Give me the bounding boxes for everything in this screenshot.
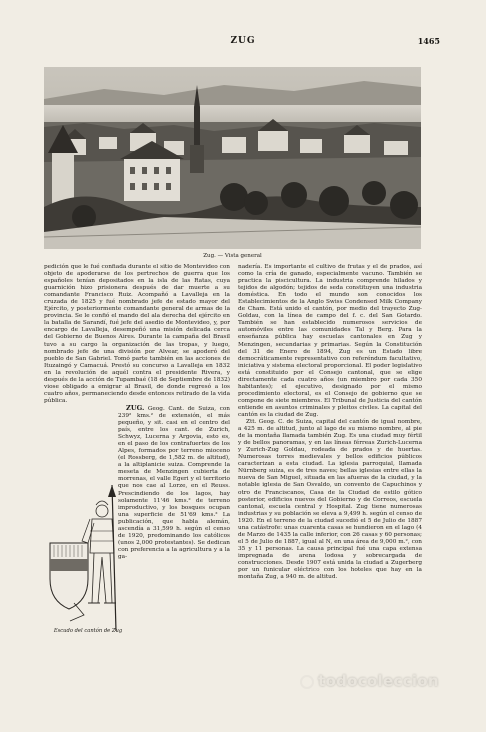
right-para-canton: nadería. Es importante el cultivo de frutas y el de prados, así como la cría de ganado, especialmente vacuno. También se practica la piscicultura. La industria comprende hilados y tejidos de algodón; tejidos de seda constituyen una industria doméstica. En todo el mundo son conocidos los Establecimientos de la Anglo Swiss Condensed Milk Company de Cham. Está unido el cantón, por medio del trayecto Zug-Goldau, con la línea de campo del f. c. del San Gotardo. También se han establecido numerosos servicios de automóviles entre las comunidades Tal y Berg. Para la enseñanza pública hay escuelas cantonales en Zug y Menzingen, secundarias y primarias. Según la Constitución del 31 de Enero de 1894, Zug es un Estado libre democráticamente representativo con referéndum facultativo, iniciativa y sistema electoral proporcional. El poder legislativo está constituido por el Consejo cantonal, que se elige directamente cada cuatro años (un miembro por cada 350 habitantes); el ejecutivo, designado por el mismo procedimiento electoral, es el Consejo de gobierno que se compone de siete miembros. El Tribunal de Justicia del cantón entiende en asuntos criminales y pleitos civiles. La capital del cantón es la ciudad de Zug. bbox=[238, 264, 422, 418]
zug-headword: ZUG. bbox=[126, 403, 145, 412]
watermark-logo-icon bbox=[300, 675, 314, 689]
right-para-city: Ztt. Geog. C. de Suiza, capital del cantón de igual nombre, a 425 m. de altitud, junto al lago de su mismo nombre, al pie de la montaña llamada también Zug. Es una ciudad muy fértil y de bellos panoramas, y en las líneas férreas Zurich-Lucerna y Zurich-Zug Goldau, rodeada de prados y de huertas. Numerosas torres medievales y bellos edificios públicos caracterizan a esta ciudad. La iglesia parroquial, llamada Nürnberg suiza, es de tres naves; bellas iglesias entre ellas la nueva de San Miguel, situada en las afueras de la ciudad, y la notable iglesia de San Osvaldo, un convento de Capuchinos y otro de Franciscanos, Casa de la Ciudad de estilo gótico posterior, edificios nuevos del Gobierno y de Correos, escuela cantonal, escuela central y Hospital. Zug tiene numerosas industrias y su población se eleva a 9,499 h. según el censo de 1920. En el terreno de la ciudad sucedió el 5 de Julio de 1887 una catástrofe: unas cuarenta casas se hundieron en el lago (4 de Marzo de 1435 la calle inferior, con 26 casas y 60 personas; el 5 de Julio de 1887, igual al N, en una área de 9,000 m.², con 35 y 11 personas. La causa principal fué una capa extensa impregnada de arena lodosa y sobrecargada de construcciones. Desde 1907 está unida la ciudad a Zugerberg por un funicular eléctrico con los hoteles que hay en la montaña Zug, a 940 m. de altitud. bbox=[238, 419, 422, 581]
page-number: 1465 bbox=[417, 36, 440, 46]
right-column bbox=[238, 264, 422, 581]
zug-canton-text: Geog. Cant. de Suiza, con 239² kms.² de extensión, el más pequeño, y sit. casi en el centro del país, entre los cant. de Zurich, Schwyz, Lucerna y Argovia, esto es, en el paso de los contrafuertes de los Alpes, formados por terreno mioceno (el Rossberg, de 1,582 m. de altitud), a la altiplanicie suiza. Comprende la meseta de Menzingen cubierta de morrenas, el valle Egeri y el territorio que nos cae al Lorze, en el Reuss. Prescindiendo de los lagos, hay solamente 11'46 kms.² de terreno improductivo, y los bosques ocupan una superficie de 51'69 kms.² La publicación, que habla alemán, ascendía a 31,599 h. según el censo de 1920, predominando los católicos (unos 2,000 protestantes). Se dedican con preferencia a la agricultura y a la ga- bbox=[118, 405, 231, 560]
left-para-continuation: pedición que le fué confiada durante el sitio de Montevideo con objeto de apoderarse de los pertrechos de guerra que los españoles tenían depositados en la isla de las Ratas, cuya guarnición hizo prisionera después de dar muerte a su comandante Francisco Ruiz. Acompañó a Lavalleja en la cruzada de 1825 y fué nombrado jefe de estado mayor del Ejército, y posteriormente comandante general de armas de la provincia. Se le confió el mando del ala derecha del ejército en la batalla de Sarandí, fué jefe del asedio de Montevideo, y, por encargo de Lavalleja, desempeñó una misión delicada cerca del Gobierno de Buenos Aires. Durante la campaña del Brasil tuvo a su cargo la organización de las tropas, y luego, nombrado jefe de una división por Alvear, se apoderó del pueblo de San Gabriel. Tomó parte también en las acciones de Ituzaingó y Camacuá. Prestó su concurso a Lavalleja en 1832 en la revolución de aquél contra el presidente Rivera, y después de la acción de Tupambaé (18 de Septiembre de 1832) viose obligado a emigrar al Brasil, de donde regresó a los cuatro años, permaneciendo desde entonces retirado de la vida pública. bbox=[44, 264, 230, 404]
running-header bbox=[0, 36, 486, 50]
zug-coat-of-arms bbox=[44, 483, 136, 633]
photo-caption: Zug. — Vista general bbox=[203, 253, 262, 259]
watermark bbox=[300, 672, 470, 694]
header-title: ZUG bbox=[230, 36, 256, 46]
coat-of-arms-caption: Escudo del cantón de Zug bbox=[53, 628, 123, 634]
zug-panorama-photo bbox=[44, 67, 421, 249]
coat-of-arms-icon bbox=[44, 483, 136, 633]
watermark-text: todocoleccion bbox=[318, 672, 439, 690]
photo-illustration bbox=[44, 67, 421, 249]
